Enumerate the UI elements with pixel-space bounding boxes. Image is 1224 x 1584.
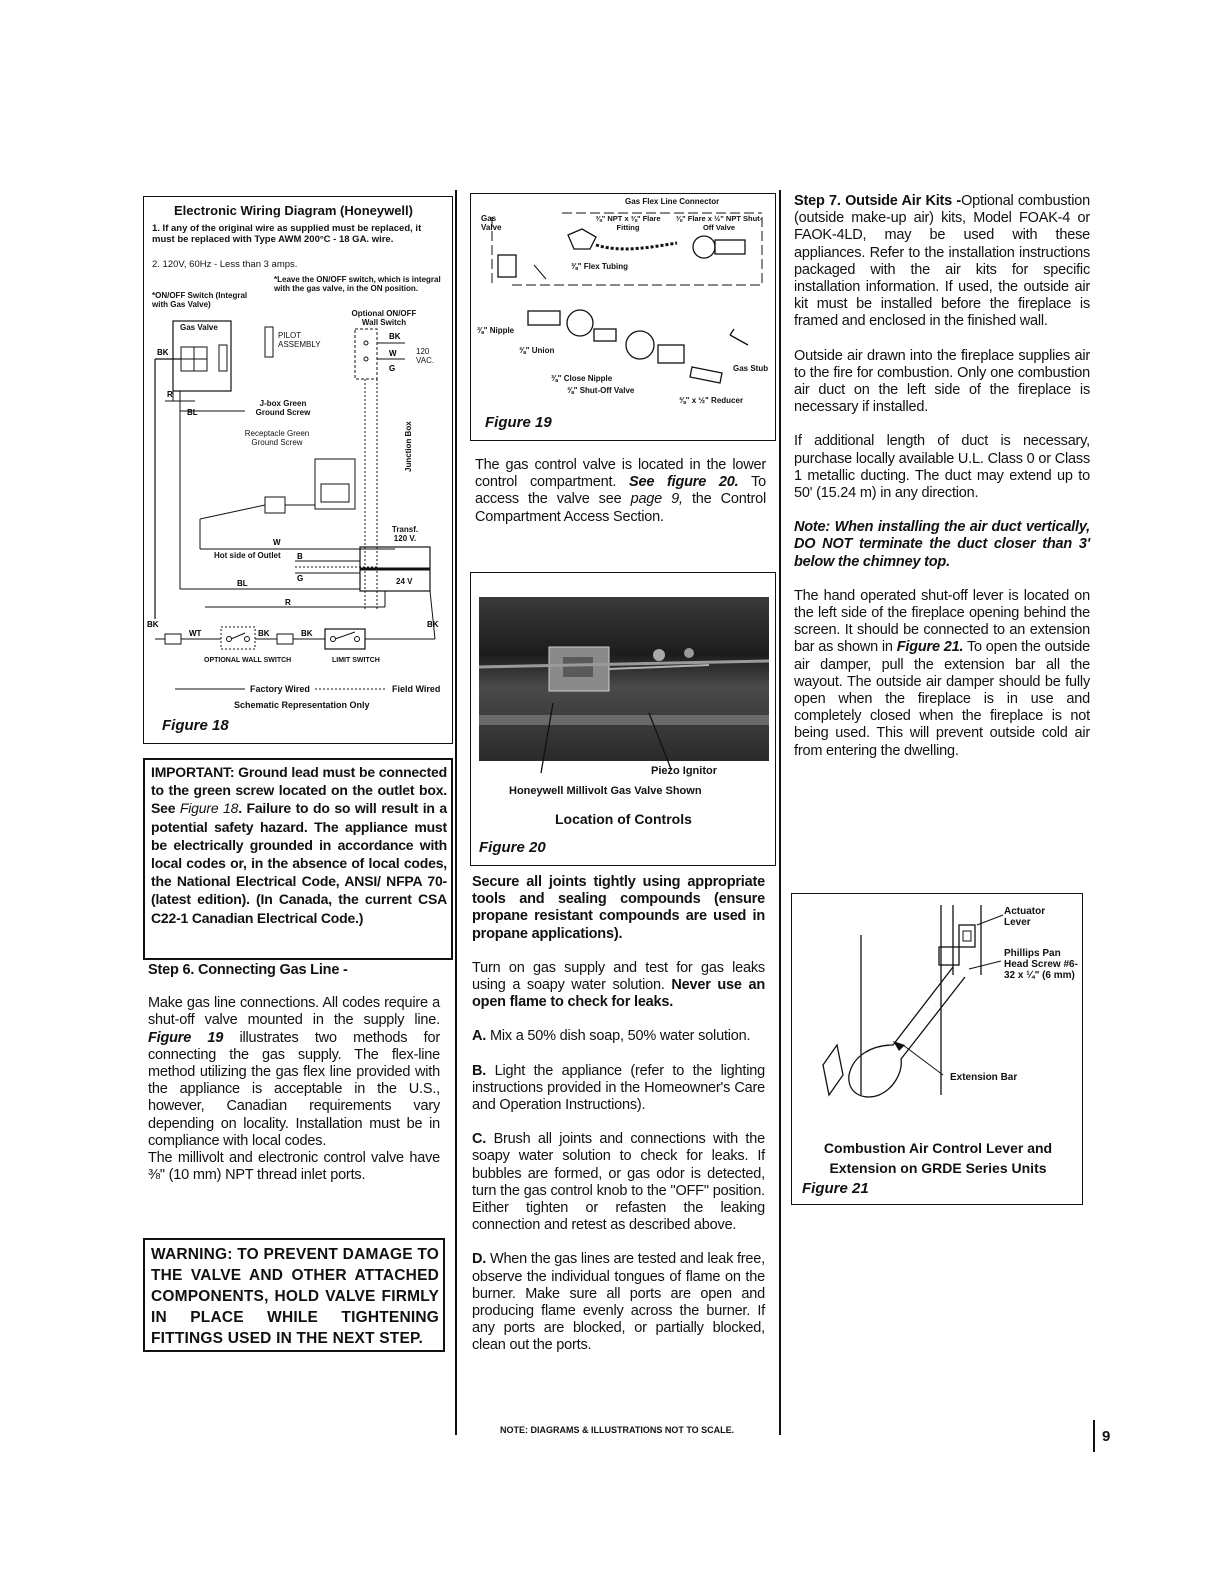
figure-18-note-2: 2. 120V, 60Hz - Less than 3 amps. [152,259,298,270]
step-7-heading: Step 7. Outside Air Kits - [794,193,962,209]
step-7-note: Note: When installing the air duct vertically, DO NOT terminate the duct closer than 3' below the chimney top. [794,519,1090,570]
page-number: 9 [1102,1428,1111,1445]
wire-label-bk-3: BK [147,620,159,629]
step-7-p4b: To open the outside air damper, pull the extension bar all the wayout. The outside air damper should be fully open when the fireplace is in use and completely closed when the fireplace is not being used. This will prevent outside cold air from entering the dwelling. [794,639,1090,759]
mid-fig-ref: See figure 20. [629,474,739,491]
wire-label-bk-4: BK [427,620,439,629]
optional-switch-box [355,329,377,379]
shutoff-valve [626,331,654,359]
label-nipple: ⅜" Nipple [477,326,515,335]
wire-label-g-2: G [297,574,304,583]
step-7-paragraph-2: Outside air drawn into the fireplace supplies air to the fire for combustion. Only one combustion air duct on the left side of the fireplace is necessary if installed. [794,347,1090,416]
step-b-text: Light the appliance (refer to the lighting instructions provided in the Homeowner's Care and Operation Instructions). [472,1062,765,1114]
label-limit-switch: LIMIT SWITCH [332,657,380,664]
label-120vac: 120 VAC. [416,347,435,365]
figure-18-note-1: 1. If any of the original wire as supplied must be replaced, it must be replaced with Type AWM 200°C - 18 GA. wire. [152,223,422,245]
label-junction-box: Junction Box [404,421,413,472]
label-schematic: Schematic Representation Only [234,700,370,710]
mid-page-ref: page 9, [630,491,683,508]
union [567,310,593,336]
extension-bar [849,967,965,1097]
label-phillips-screw: Phillips Pan Head Screw #6-32 x ¼" (6 mm) [1004,948,1078,981]
figure-18-caption: Figure 18 [162,717,229,734]
label-pilot-assembly: PILOT ASSEMBLY [278,331,321,349]
wire-label-w-1: W [389,349,397,358]
leak-test-warning: Never use an open flame to check for leaks. [472,977,765,1011]
junction-box [415,399,429,539]
mid-p1a: The gas control valve is located in the lower control compartment. [475,457,766,491]
shutoff-valve-top [693,236,715,258]
label-hot-side: Hot side of Outlet [214,551,281,560]
wire-label-w-2: W [273,538,281,547]
label-transformer: Transf. 120 V. [391,525,419,543]
secure-joints-text: Secure all joints tightly using appropriate tools and sealing compounds (ensure propane resistant compounds are used in propane applications). [472,874,765,942]
important-text [151,763,447,927]
figure-18-box [143,196,453,744]
flare-fitting [568,229,596,249]
optional-wall-switch [221,627,255,649]
label-reducer: ⅜" x ½" Reducer [679,396,744,405]
figure-21-caption: Figure 21 [802,1180,869,1197]
reducer [658,345,684,363]
actuator-lever [959,925,975,947]
wire-label-bk-2: BK [389,332,401,341]
label-receptacle-ground: Receptacle Green Ground Screw [244,429,310,447]
step-7-paragraph-4 [794,588,1090,760]
label-24v: 24 V [396,577,413,586]
step-c-text: Brush all joints and connections with the soapy water solution to check for leaks. If bubbles are formed, or gas odor is detected, turn the gas control knob to the "OFF" position. Either tighten or refasten the leaking connection and retest as described above. [472,1131,765,1234]
label-field-wired: Field Wired [392,684,441,694]
step-7-fig-ref: Figure 21. [896,639,964,656]
flex-tubing [596,243,677,249]
wire-label-r-1: R [167,390,173,399]
wiring-diagram [145,309,451,729]
step-d-letter: D. [472,1251,487,1268]
important-box [143,758,453,960]
label-flex-connector: Gas Flex Line Connector [625,197,720,206]
important-fig-ref: Figure 18 [179,800,239,817]
wire-label-bk-1: BK [157,348,169,357]
close-nipple [594,329,616,341]
important-lead: IMPORTANT: Ground lead must be connected to the green screw located on the outlet box. See [151,764,447,817]
step-a [472,1028,765,1045]
figure-20-pointers [471,573,777,813]
step-7-paragraph-3: If additional length of duct is necessary, purchase locally available U.L. Class 0 or Class 1 metallic ducting. The duct may extend up to 50' (15.24 m) in any direction. [794,433,1090,502]
label-flex-tubing: ⅜" Flex Tubing [571,262,628,271]
wire-label-bl-1: BL [187,408,198,417]
step-d [472,1251,765,1354]
step-6-paragraph-2: The millivolt and electronic control valve have ⅜" (10 mm) NPT thread inlet ports. [148,1150,440,1184]
wire-label-bk-6: BK [301,629,313,638]
label-extension-bar: Extension Bar [950,1072,1018,1083]
figure-18-title: Electronic Wiring Diagram (Honeywell) [174,203,413,218]
figure-18-footnote-left: *ON/OFF Switch (Integral with Gas Valve) [152,291,248,309]
label-gas-valve-19: Gas Valve [481,214,502,232]
gas-stub [690,367,722,383]
warning-text: WARNING: TO PREVENT DAMAGE TO THE VALVE AND OTHER ATTACHED COMPONENTS, HOLD VALVE FIRMLY IN PLACE WHILE TIGHTENING FITTINGS USED IN THE NEXT STEP. [151,1246,439,1347]
valve-switch-block [219,345,227,371]
warning-box [143,1238,445,1352]
step-6-p1a: Make gas line connections. All codes require a shut-off valve mounted in the supply line. [148,995,440,1029]
step-a-letter: A. [472,1028,487,1045]
step-7-p1: Optional combustion (outside make-up air) kits, Model FOAK-4 or FAOK-4LD, may be used with these appliances. Refer to the installation instructions packaged with the air kits for specific installation information. If used, the outside air kit must be installed before the fireplace is framed and enclosed in the finished wall. [794,193,1091,330]
figure-20-box [470,572,776,866]
step-6-section [148,962,440,1184]
label-piezo: Piezo Ignitor [651,765,717,777]
pilot-assembly-icon [265,327,273,357]
step-d-text: When the gas lines are tested and leak free, observe the individual tongues of flame on the burner. Make sure all ports are open and producing flame evenly across the burner. If any ports are blocked, or partially blocked, clean out the ports. [472,1251,765,1354]
mid-p1c: the Control Compartment Access Section. [475,491,766,525]
label-close-nipple: ⅜" Close Nipple [551,374,613,383]
figure-20-caption: Figure 20 [479,839,546,856]
leak-test-a: Turn on gas supply and test for gas leaks using a soapy water solution. [472,959,765,994]
page-number-rule [1093,1420,1095,1452]
step-6-paragraph-1 [148,995,440,1150]
step-c-letter: C. [472,1131,487,1148]
nipple [528,311,560,325]
wire-label-bk-5: BK [258,629,270,638]
label-actuator-lever: Actuator Lever [1004,906,1046,928]
step-a-text: Mix a 50% dish soap, 50% water solution. [489,1028,751,1045]
connector-2 [277,634,293,644]
important-rest: . Failure to do so will result in a potential safety hazard. The appliance must be electrically grounded in accordance with local codes or, in the absence of local codes, the National Electrical Code, ANSI/ NFPA 70-(latest edition). (In Canada, the current CSA C22-1 Canadian Electrical Code.) [151,800,447,926]
step-b-letter: B. [472,1062,487,1079]
step-6-heading: Step 6. Connecting Gas Line - [148,962,348,978]
figure-21-title: Combustion Air Control Lever and Extension on GRDE Series Units [823,1140,1053,1176]
wire-label-g-1: G [389,364,396,373]
step-b [472,1063,765,1115]
step-c [472,1131,765,1234]
mid-p1b: To access the valve see [475,474,766,508]
figure-19-caption: Figure 19 [485,414,552,431]
label-gas-stub: Gas Stub [733,364,769,373]
label-jbox-ground: J-box Green Ground Screw [255,399,311,417]
step-6-fig-ref: Figure 19 [148,1029,224,1046]
wire-label-b: B [297,552,303,561]
label-factory-wired: Factory Wired [250,684,310,694]
leak-test-section [472,874,765,1355]
figure-20-title: Location of Controls [555,811,692,827]
label-shutoff-top: ⅜" Flare x ½" NPT Shut-Off Valve [675,214,763,232]
figure-21-box [791,893,1083,1205]
leak-test-paragraph [472,960,765,1012]
valve-location-paragraph [475,457,766,526]
figure-18-footnote-right: *Leave the ON/OFF switch, which is integral with the gas valve, in the ON position. [274,275,441,293]
connector-1 [165,634,181,644]
label-optional-switch: Optional ON/OFF Wall Switch [351,309,417,327]
column-rule [455,190,457,1435]
wire-label-wt: WT [189,629,202,638]
wire-label-r-2: R [285,598,291,607]
step-7-p4a: The hand operated shut-off lever is located on the left side of the fireplace opening behind the screen. It should be connected to an extension bar as shown in [794,587,1090,656]
figure-19-box [470,193,776,441]
label-union: ⅜" Union [519,346,555,355]
wire-label-bl-2: BL [237,579,248,588]
label-gas-valve: Gas Valve [180,323,218,332]
label-honeywell-valve: Honeywell Millivolt Gas Valve Shown [509,785,702,797]
step-7-section [794,193,1090,760]
label-optional-wall-switch: OPTIONAL WALL SWITCH [204,657,292,664]
gas-valve-stub [498,255,516,277]
step-7-paragraph-1 [794,193,1090,331]
step-6-p1b: illustrates two methods for connecting the gas supply. The flex-line method utilizing the gas flex line provided with the appliance is acceptable in the U.S., however, Canadian requirements vary depending on locality. Installation must be in compliance with local codes. [148,1029,440,1149]
label-flare-fitting: ⅜" NPT x ⅜" Flare Fitting [595,214,661,232]
note-not-to-scale: NOTE: DIAGRAMS & ILLUSTRATIONS NOT TO SCALE. [500,1425,735,1435]
column-rule-2 [779,190,781,1435]
label-shutoff-valve: ⅜" Shut-Off Valve [567,386,635,395]
lever-diagram [793,895,1081,1115]
